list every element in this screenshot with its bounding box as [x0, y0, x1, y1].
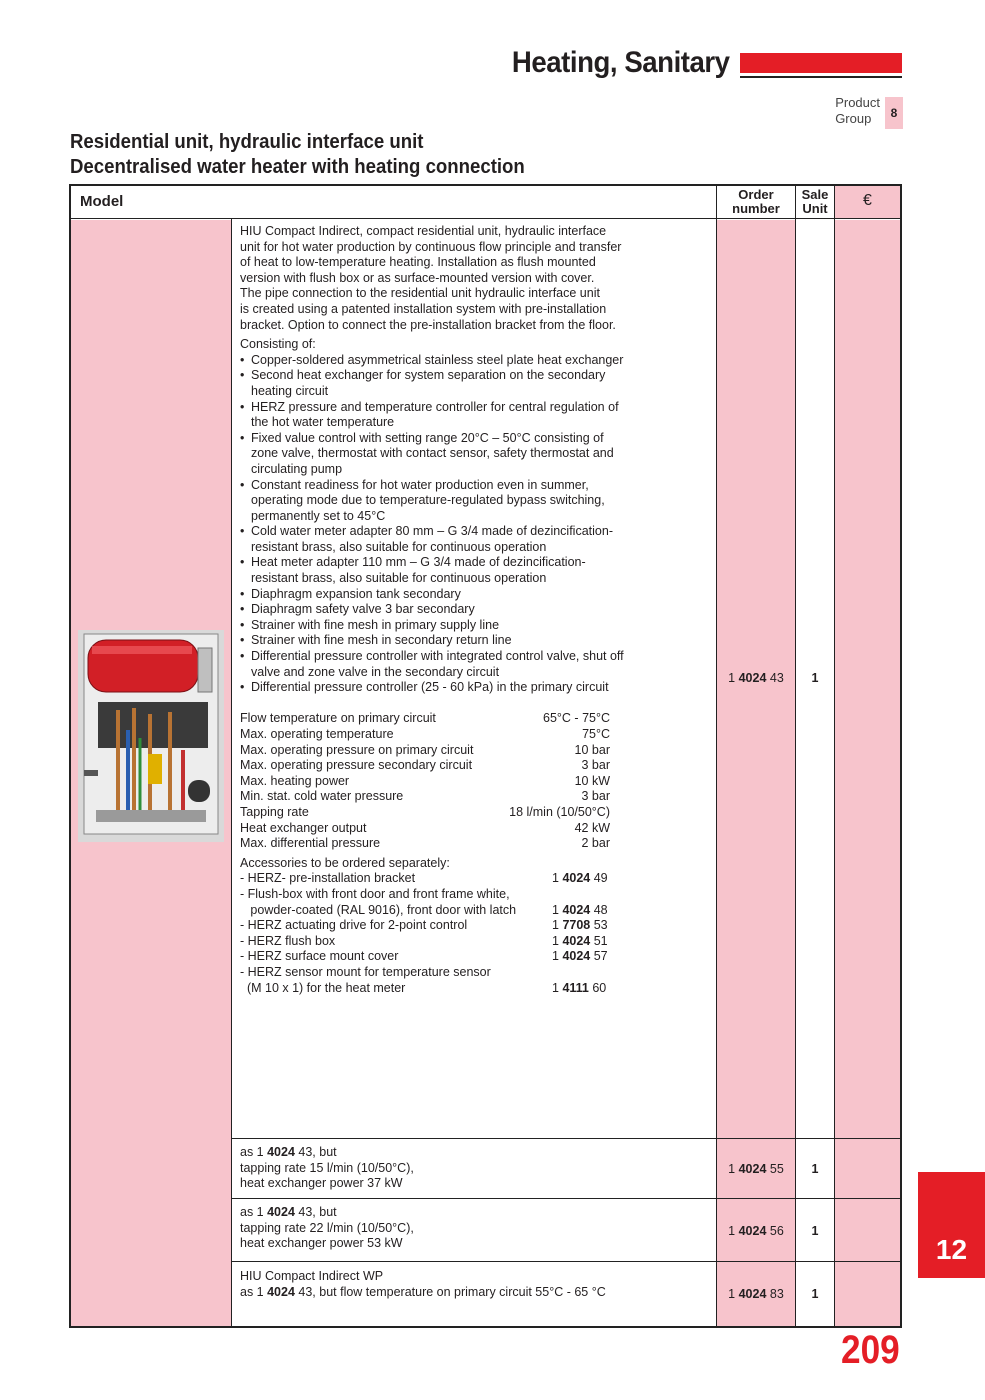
accessory-num-suffix: 51 — [590, 933, 608, 948]
spec-label: Max. heating power — [240, 773, 350, 788]
page-number: 209 — [841, 1328, 900, 1372]
spec-row — [240, 836, 610, 852]
bullet-item — [240, 618, 624, 634]
product-group-label — [835, 95, 880, 127]
bullet-line: • Heat meter adapter 110 mm – G 3/4 made of dezincification- — [251, 555, 586, 570]
text-part: as 1 — [240, 1284, 268, 1299]
order-prefix: 1 — [728, 1224, 739, 1238]
text-part: as 1 — [240, 1205, 268, 1219]
text-part: as 1 — [240, 1145, 268, 1159]
accessories-title: Accessories to be ordered separately: — [240, 855, 450, 870]
row1-sale-unit: 1 — [811, 671, 819, 685]
accessory-label: - HERZ surface mount cover — [240, 949, 399, 964]
spec-label: Min. stat. cold water pressure — [240, 789, 404, 804]
accessory-row — [240, 918, 610, 934]
bullet-line: • Strainer with fine mesh in secondary return line — [251, 633, 512, 648]
accessory-order-number — [552, 949, 608, 965]
product-group-number: 8 — [885, 97, 903, 129]
header-red-bar — [740, 53, 902, 73]
bullet-line: valve and zone valve in the secondary circuit — [251, 664, 500, 679]
order-prefix: 1 — [728, 1287, 739, 1301]
header-order-line2: number — [732, 201, 780, 216]
accessory-num-suffix: 60 — [588, 980, 607, 995]
bullet-line: • Differential pressure controller (25 - 60 kPa) in the primary circuit — [251, 680, 609, 695]
order-suffix: 43 — [766, 671, 784, 685]
spec-label: Max. operating pressure secondary circuit — [240, 758, 473, 773]
section-title-line2: Decentralised water heater with heating connection — [70, 156, 525, 178]
accessory-num-main: 4111 — [562, 980, 589, 995]
text-part-bold: 4024 — [267, 1284, 295, 1299]
spec-label: Tapping rate — [240, 804, 309, 819]
accessory-num-suffix: 53 — [590, 918, 608, 933]
spec-row — [240, 774, 610, 790]
accessory-row — [240, 965, 610, 981]
accessory-row — [240, 871, 610, 887]
text-part-bold: 4024 — [267, 1145, 295, 1159]
row3-order-number — [717, 1224, 795, 1238]
bullet-line: the hot water temperature — [251, 415, 395, 430]
order-main: 4024 — [738, 1162, 767, 1176]
row4-line2 — [240, 1285, 606, 1301]
text-part: 43, but — [294, 1145, 337, 1159]
intro-line: HIU Compact Indirect, compact residential unit, hydraulic interface — [240, 224, 607, 238]
accessory-row — [240, 903, 610, 919]
bullet-item — [240, 587, 624, 603]
row2-order-number — [717, 1162, 795, 1176]
grid-line — [231, 1261, 901, 1262]
bullet-line: circulating pump — [251, 461, 343, 476]
row1-order-number — [717, 671, 795, 685]
text-part: 43, but — [294, 1205, 337, 1219]
spec-value: 75°C — [582, 727, 610, 741]
accessory-row — [240, 981, 610, 997]
bullet-line: • Diaphragm safety valve 3 bar secondary — [251, 602, 475, 617]
header-sale-line2: Unit — [802, 201, 828, 216]
accessory-row — [240, 934, 610, 950]
bullet-item — [240, 680, 624, 696]
spec-row — [240, 727, 610, 743]
section-title-line1: Residential unit, hydraulic interface unit — [70, 131, 424, 153]
bullet-item — [240, 431, 624, 478]
grid-line — [231, 1198, 901, 1199]
grid-line — [834, 186, 835, 1326]
row3-sale-unit: 1 — [811, 1224, 819, 1238]
accessory-label: - HERZ- pre-installation bracket — [240, 871, 416, 886]
accessory-label: powder-coated (RAL 9016), front door with latch — [240, 902, 517, 917]
spec-list — [240, 711, 624, 851]
order-main: 4024 — [738, 1287, 767, 1301]
row1-description — [240, 224, 624, 996]
row2-description — [240, 1145, 414, 1192]
accessory-order-number — [552, 981, 606, 997]
order-main: 4024 — [738, 1224, 767, 1238]
bullet-line: operating mode due to temperature-regulated bypass switching, — [251, 493, 605, 508]
spec-value: 2 bar — [581, 836, 610, 851]
bullet-item — [240, 602, 624, 618]
bullet-line: • Differential pressure controller with integrated control valve, shut off — [251, 649, 624, 664]
accessory-label: - Flush-box with front door and front frame white, — [240, 886, 510, 901]
consisting-title: Consisting of: — [240, 337, 316, 352]
grid-line — [231, 1138, 901, 1139]
accessory-num-main: 7708 — [562, 918, 591, 933]
bullet-line: • Second heat exchanger for system separation on the secondary — [251, 368, 606, 383]
header-model: Model — [80, 193, 124, 210]
accessory-num-main: 4024 — [562, 871, 591, 886]
section-title — [70, 130, 525, 180]
spec-row — [240, 743, 610, 759]
bullet-line: permanently set to 45°C — [251, 508, 386, 523]
row3-line2: tapping rate 22 l/min (10/50°C), — [240, 1220, 414, 1235]
product-photo — [78, 630, 224, 842]
row3-line3: heat exchanger power 53 kW — [240, 1236, 403, 1251]
order-prefix: 1 — [728, 671, 739, 685]
bullet-line: • Strainer with fine mesh in primary supply line — [251, 617, 500, 632]
order-suffix: 56 — [766, 1224, 784, 1238]
bullet-item — [240, 400, 624, 431]
spec-value: 3 bar — [581, 789, 610, 804]
row3-line1 — [240, 1205, 414, 1221]
spec-label: Heat exchanger output — [240, 820, 367, 835]
bullet-item — [240, 649, 624, 680]
grid-line — [71, 218, 901, 219]
accessory-num-prefix: 1 — [552, 871, 563, 886]
bullet-item — [240, 368, 624, 399]
row4-sale-unit: 1 — [811, 1287, 819, 1301]
row2-line3: heat exchanger power 37 kW — [240, 1176, 403, 1191]
order-suffix: 55 — [766, 1162, 784, 1176]
header-sale-unit — [795, 188, 835, 216]
bullet-line: heating circuit — [251, 383, 329, 398]
row4-description — [240, 1269, 606, 1300]
spec-value: 42 kW — [574, 820, 610, 835]
accessory-order-number — [552, 934, 608, 950]
row4-order-number — [717, 1287, 795, 1301]
grid-line — [716, 186, 717, 1326]
bullet-item — [240, 633, 624, 649]
header-sale-line1: Sale — [801, 187, 829, 202]
order-main: 4024 — [738, 671, 767, 685]
spec-row — [240, 805, 610, 821]
page-header-title: Heating, Sanitary — [512, 46, 730, 79]
text-part: 43, but flow temperature on primary circuit 55°C - 65 °C — [294, 1284, 606, 1299]
header-order-line1: Order — [738, 187, 774, 202]
accessory-order-number — [552, 871, 608, 887]
grid-line — [231, 218, 232, 1326]
spec-row — [240, 821, 610, 837]
bullet-line: zone valve, thermostat with contact sensor, safety thermostat and — [251, 446, 614, 461]
accessory-num-prefix: 1 — [552, 918, 563, 933]
bullet-line: resistant brass, also suitable for continuous operation — [251, 539, 547, 554]
bullet-line: • Fixed value control with setting range 20°C – 50°C consisting of — [251, 430, 604, 445]
accessory-num-prefix: 1 — [552, 902, 563, 917]
grid-line — [795, 186, 796, 1326]
row2-sale-unit: 1 — [811, 1162, 819, 1176]
accessory-label: - HERZ flush box — [240, 933, 336, 948]
accessory-num-prefix: 1 — [552, 980, 563, 995]
accessory-num-main: 4024 — [562, 949, 591, 964]
bullet-item — [240, 478, 624, 525]
bullet-line: resistant brass, also suitable for continuous operation — [251, 571, 547, 586]
spec-label: Max. operating pressure on primary circuit — [240, 742, 474, 757]
bullet-line: • Diaphragm expansion tank secondary — [251, 586, 461, 601]
accessory-num-suffix: 48 — [590, 902, 608, 917]
intro-line: is created using a patented installation system with pre-installation — [240, 301, 607, 316]
accessories-list — [240, 871, 624, 996]
accessory-num-prefix: 1 — [552, 949, 563, 964]
row3-description — [240, 1205, 414, 1252]
bullet-line: • Cold water meter adapter 80 mm – G 3/4 made of dezincification- — [251, 524, 613, 539]
spec-label: Max. differential pressure — [240, 836, 381, 851]
intro-line: of heat to low-temperature heating. Installation as flush mounted — [240, 255, 596, 270]
accessory-label: - HERZ sensor mount for temperature sensor — [240, 964, 491, 979]
order-suffix: 83 — [766, 1287, 784, 1301]
intro-line: unit for hot water production by continuous flow principle and transfer — [240, 239, 622, 254]
accessory-order-number — [552, 903, 608, 919]
bullet-item — [240, 524, 624, 555]
accessory-row — [240, 949, 610, 965]
accessory-num-main: 4024 — [562, 933, 591, 948]
intro-line: version with flush box or as surface-mounted version with cover. — [240, 270, 595, 285]
accessory-row — [240, 887, 610, 903]
intro-line: bracket. Option to connect the pre-installation bracket from the floor. — [240, 317, 616, 332]
row2-line1 — [240, 1145, 414, 1161]
header-price: € — [863, 192, 872, 209]
accessory-label: - HERZ actuating drive for 2-point control — [240, 918, 468, 933]
spec-row — [240, 789, 610, 805]
order-prefix: 1 — [728, 1162, 739, 1176]
spec-label: Max. operating temperature — [240, 727, 394, 741]
accessory-order-number — [552, 918, 608, 934]
accessory-num-suffix: 49 — [590, 871, 608, 886]
spec-row — [240, 711, 610, 727]
accessory-num-suffix: 57 — [590, 949, 608, 964]
accessory-num-prefix: 1 — [552, 933, 563, 948]
spec-value: 10 kW — [574, 773, 610, 788]
spec-value: 18 l/min (10/50°C) — [509, 804, 610, 819]
spec-value: 3 bar — [581, 758, 610, 773]
accessory-num-main: 4024 — [562, 902, 591, 917]
row4-line1: HIU Compact Indirect WP — [240, 1269, 384, 1283]
bullet-line: • Copper-soldered asymmetrical stainless steel plate heat exchanger — [251, 352, 624, 367]
accessory-label: (M 10 x 1) for the heat meter — [240, 980, 406, 995]
header-order-number — [717, 188, 795, 216]
spec-value: 65°C - 75°C — [543, 711, 610, 726]
product-group-label-line2: Group — [835, 111, 872, 126]
spec-row — [240, 758, 610, 774]
intro-line: The pipe connection to the residential unit hydraulic interface unit — [240, 286, 600, 301]
spec-value: 10 bar — [574, 742, 610, 757]
header-rule — [740, 76, 902, 78]
bullet-item — [240, 555, 624, 586]
product-group-label-line1: Product — [835, 95, 880, 110]
chapter-tab: 12 — [918, 1172, 985, 1278]
spec-label: Flow temperature on primary circuit — [240, 711, 436, 726]
bullet-line: • HERZ pressure and temperature controller for central regulation of — [251, 399, 619, 414]
row2-line2: tapping rate 15 l/min (10/50°C), — [240, 1160, 414, 1175]
bullet-line: • Constant readiness for hot water production even in summer, — [251, 477, 589, 492]
bullet-item — [240, 353, 624, 369]
text-part-bold: 4024 — [267, 1205, 295, 1219]
